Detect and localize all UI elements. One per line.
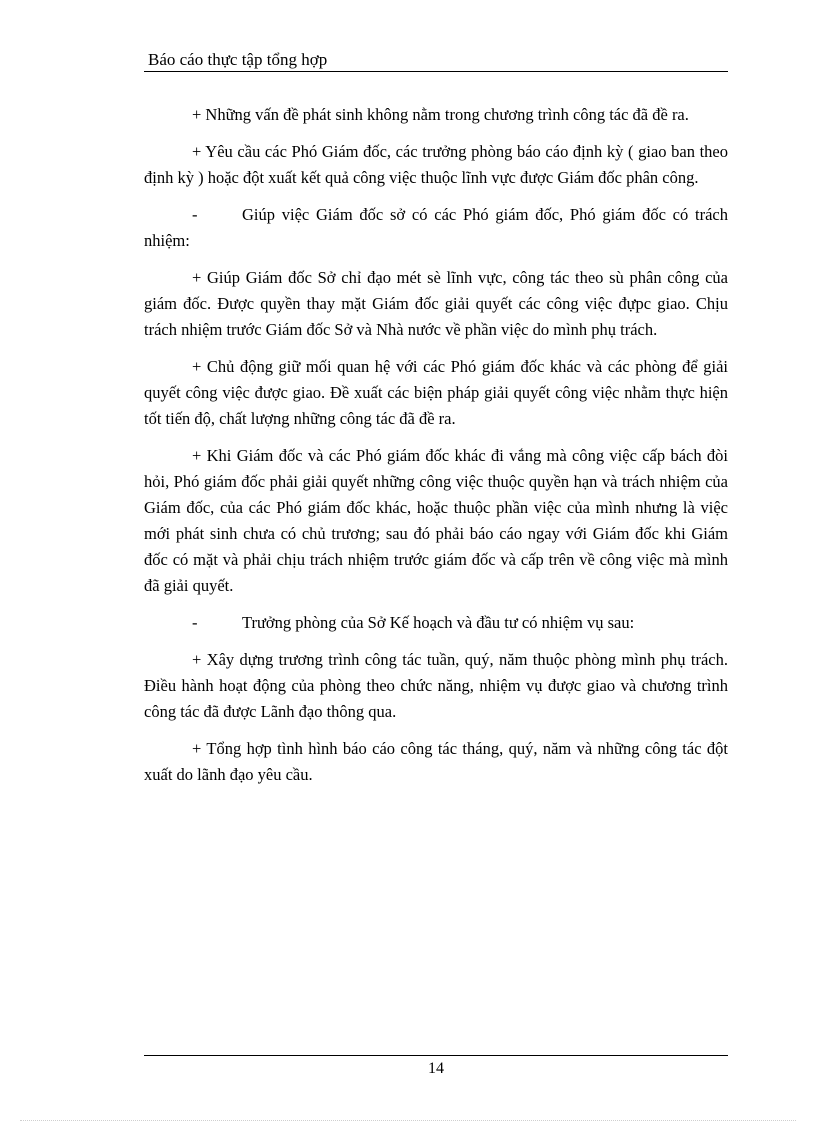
header-title: Báo cáo thực tập tổng hợp <box>148 50 328 69</box>
paragraph-6: + Xây dựng trương trình công tác tuần, quý, năm thuộc phòng mình phụ trách. Điều hành hoạt động của phòng theo chức năng, nhiệm vụ được giao và chương trình công tác đã được Lãnh đạo thông qua. <box>144 650 728 721</box>
page-body <box>144 102 728 799</box>
dash-item-text: Trưởng phòng của Sở Kế hoạch và đầu tư có nhiệm vụ sau: <box>242 613 635 632</box>
dash-item-1 <box>144 202 728 254</box>
paragraph-5: + Khi Giám đốc và các Phó giám đốc khác đi vắng mà công việc cấp bách đòi hỏi, Phó giám đốc phải giải quyết những công việc thuộc quyền hạn và trách nhiệm của Giám đốc, của các Phó giám đốc khác, hoặc thuộc phần việc của mình nhưng là việc mới phát sinh chưa có chủ trương; sau đó phải báo cáo ngay với Giám đốc khi Giám đốc có mặt và phải chịu trách nhiệm trước giám đốc và cấp trên về công việc mà mình đã giải quyết. <box>144 446 728 595</box>
dash-bullet: - <box>192 613 198 632</box>
paragraph-1: + Những vấn đề phát sinh không nằm trong chương trình công tác đã đề ra. <box>192 105 689 124</box>
page-number: 14 <box>428 1060 444 1077</box>
page-bottom-edge <box>20 1120 796 1121</box>
paragraph-7: + Tổng hợp tình hình báo cáo công tác tháng, quý, năm và những công tác đột xuất do lãnh đạo yêu cầu. <box>144 739 728 784</box>
paragraph-2: + Yêu cầu các Phó Giám đốc, các trưởng phòng báo cáo định kỳ ( giao ban theo định kỳ ) hoặc đột xuất kết quả công việc thuộc lĩnh vực được Giám đốc phân công. <box>144 142 728 187</box>
paragraph-3: + Giúp Giám đốc Sở chỉ đạo mét sè lĩnh vực, công tác theo sù phân công của giám đốc. Được quyền thay mặt Giám đốc giải quyết các công việc đựpc giao. Chịu trách nhiệm trước Giám đốc Sở và Nhà nước về phần việc do mình phụ trách. <box>144 268 728 339</box>
dash-item-text: Giúp việc Giám đốc sở có các Phó giám đốc, Phó giám đốc có trách nhiệm: <box>144 205 728 250</box>
dash-item-2 <box>144 610 728 636</box>
page-header <box>144 50 728 72</box>
paragraph-4: + Chủ động giữ mối quan hệ với các Phó giám đốc khác và các phòng để giải quyết công việc được giao. Đề xuất các biện pháp giải quyết công việc nhằm thực hiện tốt tiến độ, chất lượng những công tác đã đề ra. <box>144 357 728 428</box>
dash-bullet: - <box>192 205 198 224</box>
footer-divider <box>144 1055 728 1056</box>
